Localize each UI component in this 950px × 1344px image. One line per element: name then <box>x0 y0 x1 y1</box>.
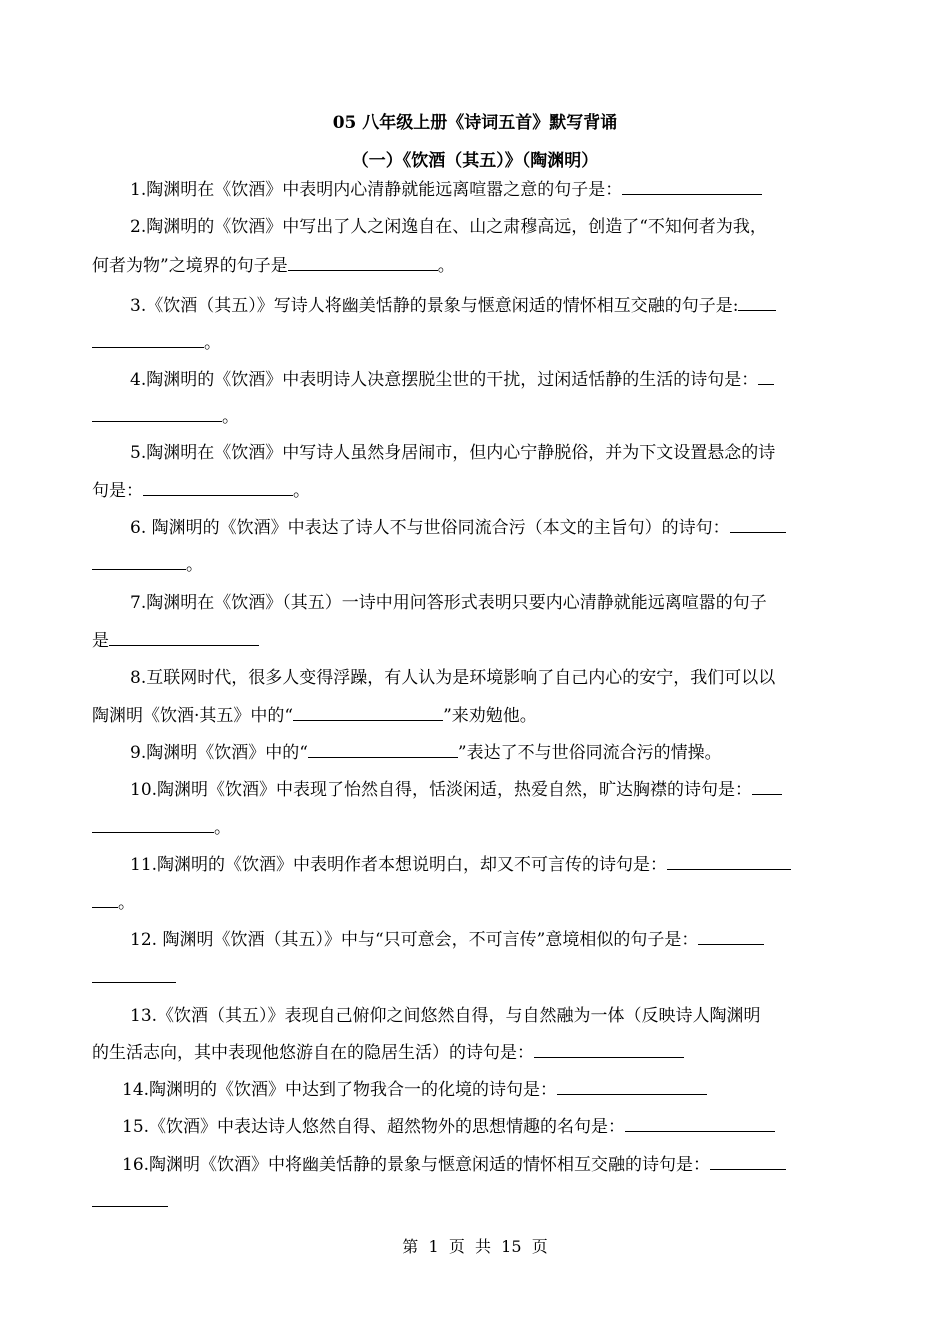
question-14 <box>122 1078 707 1102</box>
answer-blank[interactable] <box>738 296 776 311</box>
answer-blank[interactable] <box>622 180 762 195</box>
answer-blank[interactable] <box>667 855 791 870</box>
question-16-cont <box>92 1190 168 1214</box>
question-text: 10.陶渊明《饮酒》中表现了怡然自得，恬淡闲适，热爱自然，旷达胸襟的诗句是： <box>130 780 753 800</box>
question-text: 12. 陶渊明《饮酒（其五）》中与“只可意会，不可言传”意境相似的句子是： <box>130 930 699 950</box>
question-13-cont <box>92 1041 684 1065</box>
question-suffix: 。 <box>214 818 231 838</box>
answer-blank[interactable] <box>557 1080 707 1095</box>
section-heading: （一）《饮酒（其五）》（陶渊明） <box>351 151 599 171</box>
question-11-cont <box>92 891 135 915</box>
question-text: 2.陶渊明的《饮酒》中写出了人之闲逸自在、山之肃穆高远，创造了“不知何者为我， <box>130 217 767 237</box>
question-16 <box>122 1153 786 1177</box>
question-suffix: 。 <box>186 555 203 575</box>
question-3-cont <box>92 331 221 355</box>
question-text: 1.陶渊明在《饮酒》中表明内心清静就能远离喧嚣之意的句子是： <box>130 180 623 200</box>
question-2-cont <box>92 254 455 278</box>
question-10-cont <box>92 816 231 840</box>
answer-blank-cont[interactable] <box>92 407 222 422</box>
question-text: 陶渊明《饮酒·其五》中的“ <box>92 706 294 726</box>
answer-blank[interactable] <box>293 706 443 721</box>
answer-blank[interactable] <box>698 930 764 945</box>
question-text: 8.互联网时代，很多人变得浮躁，有人认为是环境影响了自己内心的安宁，我们可以以 <box>130 668 776 688</box>
answer-blank[interactable] <box>143 481 293 496</box>
question-text: 14.陶渊明的《饮酒》中达到了物我合一的化境的诗句是： <box>122 1080 558 1100</box>
answer-blank[interactable] <box>710 1155 786 1170</box>
page-footer: 第 1 页 共 15 页 <box>402 1237 548 1256</box>
question-4-cont <box>92 405 239 429</box>
answer-blank[interactable] <box>758 370 774 385</box>
answer-blank[interactable] <box>308 743 458 758</box>
answer-blank[interactable] <box>625 1117 775 1132</box>
question-text: 是 <box>92 631 109 651</box>
question-8-cont <box>92 704 537 728</box>
question-text: 4.陶渊明的《饮酒》中表明诗人决意摆脱尘世的干扰，过闲适恬静的生活的诗句是： <box>130 370 759 390</box>
question-8 <box>130 666 775 690</box>
question-text: 15.《饮酒》中表达诗人悠然自得、超然物外的思想情趣的名句是： <box>122 1117 626 1137</box>
page-title: 05 八年级上册《诗词五首》默写背诵 <box>332 113 618 133</box>
question-text: 11.陶渊明的《饮酒》中表明作者本想说明白，却又不可言传的诗句是： <box>130 855 668 875</box>
question-text: 16.陶渊明《饮酒》中将幽美恬静的景象与惬意闲适的情怀相互交融的诗句是： <box>122 1155 711 1175</box>
question-suffix: 。 <box>222 407 239 427</box>
question-text: 5.陶渊明在《饮酒》中写诗人虽然身居闹市，但内心宁静脱俗，并为下文设置悬念的诗 <box>130 443 776 463</box>
question-2 <box>130 215 767 239</box>
answer-blank-cont[interactable] <box>92 968 176 983</box>
answer-blank-cont[interactable] <box>92 1192 168 1207</box>
answer-blank[interactable] <box>752 780 782 795</box>
question-4 <box>130 368 774 392</box>
question-suffix: ”表达了不与世俗同流合污的情操。 <box>457 743 722 763</box>
answer-blank-cont[interactable] <box>92 893 118 908</box>
question-9 <box>130 741 722 765</box>
question-text: 3.《饮酒（其五）》写诗人将幽美恬静的景象与惬意闲适的情怀相互交融的句子是: <box>130 296 739 316</box>
question-7 <box>130 591 767 615</box>
question-text: 6. 陶渊明的《饮酒》中表达了诗人不与世俗同流合污（本文的主旨句）的诗句： <box>130 518 730 538</box>
question-text: 句是： <box>92 481 143 501</box>
question-3 <box>130 294 776 318</box>
question-suffix: 。 <box>437 256 455 276</box>
question-1 <box>130 178 762 202</box>
question-suffix: 。 <box>293 481 310 501</box>
question-12-cont <box>92 966 176 990</box>
question-11 <box>130 853 791 877</box>
question-text: 何者为物”之境界的句子是 <box>92 256 288 276</box>
answer-blank[interactable] <box>730 518 786 533</box>
answer-blank[interactable] <box>288 256 438 271</box>
question-7-cont <box>92 629 259 653</box>
answer-blank[interactable] <box>109 631 259 646</box>
question-15 <box>122 1115 775 1139</box>
answer-blank[interactable] <box>534 1043 684 1058</box>
question-suffix: 。 <box>204 333 221 353</box>
question-5 <box>130 441 775 465</box>
answer-blank-cont[interactable] <box>92 333 204 348</box>
question-6-cont <box>92 553 203 577</box>
answer-blank-cont[interactable] <box>92 818 214 833</box>
answer-blank-cont[interactable] <box>92 555 186 570</box>
question-suffix: ”来劝勉他。 <box>443 706 537 726</box>
question-10 <box>130 778 782 802</box>
question-13 <box>130 1004 761 1028</box>
question-5-cont <box>92 479 310 503</box>
question-text: 7.陶渊明在《饮酒》（其五）一诗中用问答形式表明只要内心清静就能远离喧嚣的句子 <box>130 593 767 613</box>
question-6 <box>130 516 786 540</box>
question-text: 的生活志向，其中表现他悠游自在的隐居生活）的诗句是： <box>92 1043 534 1063</box>
question-text: 13.《饮酒（其五）》表现自己俯仰之间悠然自得，与自然融为一体（反映诗人陶渊明 <box>130 1006 761 1026</box>
question-text: 9.陶渊明《饮酒》中的“ <box>130 743 308 763</box>
question-12 <box>130 928 764 952</box>
question-suffix: 。 <box>118 893 135 913</box>
